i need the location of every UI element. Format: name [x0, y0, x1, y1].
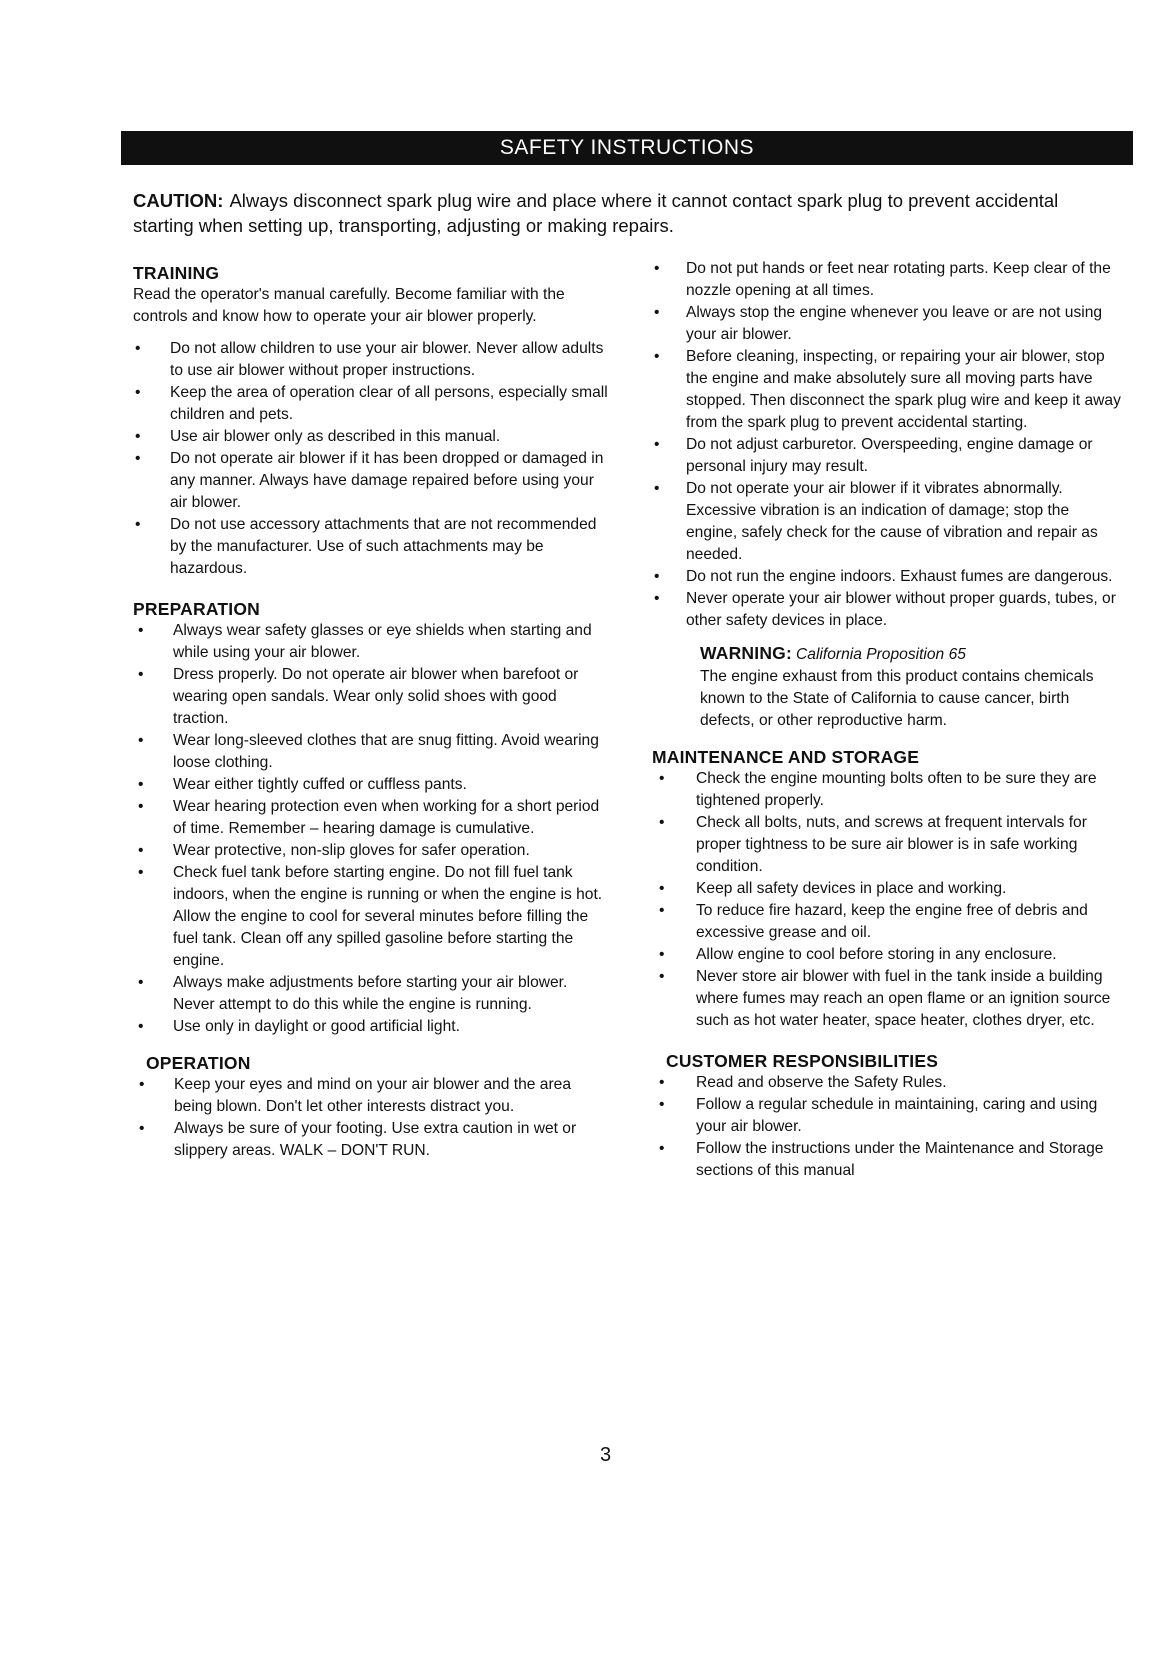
- customer-responsibilities-section: [652, 1050, 1122, 1182]
- operation-heading: OPERATION: [146, 1053, 251, 1073]
- customer-heading: CUSTOMER RESPONSIBILITIES: [666, 1051, 939, 1071]
- right-column: [652, 258, 1122, 1182]
- list-item: • Never store air blower with fuel in the tank inside a building where fumes may reach an open flame or an ignition source such as hot water heater, space heater, clothes dryer, etc.: [652, 966, 1122, 1032]
- operation-list: [146, 1074, 613, 1162]
- caution-label: CAUTION:: [133, 190, 224, 211]
- list-item: • Do not operate your air blower if it vibrates abnormally. Excessive vibration is an indication of damage; stop the engine, safely check for the cause of vibration and repair as needed.: [652, 478, 1122, 566]
- preparation-list: [133, 620, 613, 1038]
- section-banner: SAFETY INSTRUCTIONS: [121, 131, 1133, 165]
- warning-block: [652, 642, 1122, 732]
- list-item: • Never operate your air blower without proper guards, tubes, or other safety devices in place.: [652, 588, 1122, 632]
- list-item: • Do not run the engine indoors. Exhaust fumes are dangerous.: [652, 566, 1122, 588]
- customer-list: [666, 1072, 1122, 1182]
- list-item: • Before cleaning, inspecting, or repairing your air blower, stop the engine and make absolutely sure all moving parts have stopped. Then disconnect the spark plug wire and keep it away from the spark plug to prevent accidental starting.: [652, 346, 1122, 434]
- list-item: • Keep your eyes and mind on your air blower and the area being blown. Don't let other interests distract you.: [146, 1074, 613, 1118]
- training-intro: Read the operator's manual carefully. Become familiar with the controls and know how to operate your air blower properly.: [133, 286, 565, 325]
- training-heading: TRAINING: [133, 263, 220, 283]
- maintenance-section: [652, 746, 1122, 1032]
- list-item: • Wear either tightly cuffed or cuffless pants.: [133, 774, 613, 796]
- list-item: • Use only in daylight or good artificial light.: [133, 1016, 613, 1038]
- warning-title: California Proposition 65: [796, 646, 966, 663]
- list-item: • Keep the area of operation clear of all persons, especially small children and pets.: [133, 382, 613, 426]
- preparation-section: [133, 598, 613, 1038]
- list-item: • Check fuel tank before starting engine. Do not fill fuel tank indoors, when the engine is running or when the engine is hot. Allow the engine to cool for several minutes before filling the fuel tank. Clean off any spilled gasoline before starting the engine.: [133, 862, 613, 972]
- list-item: • Do not allow children to use your air blower. Never allow adults to use air blower without proper instructions.: [133, 338, 613, 382]
- caution-text: Always disconnect spark plug wire and place where it cannot contact spark plug to prevent accidental starting when setting up, transporting, adjusting or making repairs.: [133, 190, 1059, 236]
- list-item: • Follow a regular schedule in maintaining, caring and using your air blower.: [666, 1094, 1122, 1138]
- list-item: • Keep all safety devices in place and working.: [652, 878, 1122, 900]
- list-item: • To reduce fire hazard, keep the engine free of debris and excessive grease and oil.: [652, 900, 1122, 944]
- list-item: • Wear protective, non-slip gloves for safer operation.: [133, 840, 613, 862]
- preparation-heading: PREPARATION: [133, 599, 260, 619]
- list-item: • Wear hearing protection even when working for a short period of time. Remember – hearing damage is cumulative.: [133, 796, 613, 840]
- list-item: • Use air blower only as described in this manual.: [133, 426, 613, 448]
- list-item: • Always be sure of your footing. Use extra caution in wet or slippery areas. WALK – DON'T RUN.: [146, 1118, 613, 1162]
- list-item: • Do not adjust carburetor. Overspeeding, engine damage or personal injury may result.: [652, 434, 1122, 478]
- list-item: • Always wear safety glasses or eye shields when starting and while using your air blower.: [133, 620, 613, 664]
- warning-label: WARNING:: [700, 643, 793, 663]
- operation-section: [133, 1052, 613, 1162]
- caution-notice: [133, 188, 1113, 238]
- operation-continued-list: [652, 258, 1122, 632]
- list-item: • Read and observe the Safety Rules.: [666, 1072, 1122, 1094]
- list-item: • Check all bolts, nuts, and screws at frequent intervals for proper tightness to be sure air blower is in safe working condition.: [652, 812, 1122, 878]
- maintenance-list: [652, 768, 1122, 1032]
- list-item: • Do not put hands or feet near rotating parts. Keep clear of the nozzle opening at all times.: [652, 258, 1122, 302]
- list-item: • Dress properly. Do not operate air blower when barefoot or wearing open sandals. Wear only solid shoes with good traction.: [133, 664, 613, 730]
- list-item: • Allow engine to cool before storing in any enclosure.: [652, 944, 1122, 966]
- list-item: • Check the engine mounting bolts often to be sure they are tightened properly.: [652, 768, 1122, 812]
- training-list: [133, 338, 613, 580]
- list-item: • Always stop the engine whenever you leave or are not using your air blower.: [652, 302, 1122, 346]
- left-column: [133, 262, 613, 1162]
- maintenance-heading: MAINTENANCE AND STORAGE: [652, 747, 920, 767]
- list-item: • Do not operate air blower if it has been dropped or damaged in any manner. Always have damage repaired before using your air blower.: [133, 448, 613, 514]
- warning-text: The engine exhaust from this product contains chemicals known to the State of California to cause cancer, birth defects, or other reproductive harm.: [700, 668, 1094, 729]
- list-item: • Follow the instructions under the Maintenance and Storage sections of this manual: [666, 1138, 1122, 1182]
- training-section: [133, 262, 613, 580]
- list-item: • Wear long-sleeved clothes that are snug fitting. Avoid wearing loose clothing.: [133, 730, 613, 774]
- page-number: 3: [600, 1444, 612, 1466]
- list-item: • Always make adjustments before starting your air blower. Never attempt to do this while the engine is running.: [133, 972, 613, 1016]
- list-item: • Do not use accessory attachments that are not recommended by the manufacturer. Use of such attachments may be hazardous.: [133, 514, 613, 580]
